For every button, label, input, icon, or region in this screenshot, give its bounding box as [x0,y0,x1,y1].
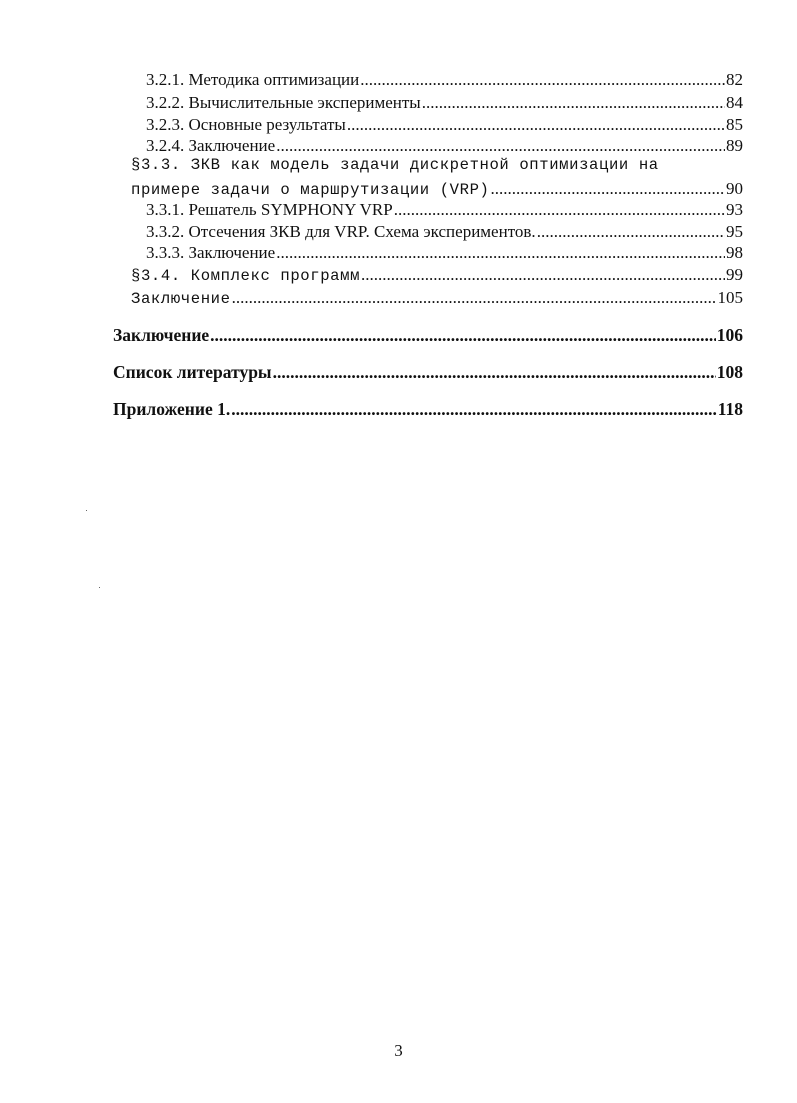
toc-entry-3-3-2[interactable] [146,222,743,242]
toc-leader-dots [231,399,716,420]
toc-entry-label: §3.4. Комплекс программ [131,267,361,285]
toc-leader-dots [210,325,716,346]
toc-leader-dots [276,136,725,156]
toc-entry-page: 93 [726,200,743,219]
toc-entry-label: §3.3. ЗКВ как модель задачи дискретной оптимизации на [131,156,659,174]
toc-entry-label: Список литературы [113,362,272,382]
toc-entry-label: 3.3.1. Решатель SYMPHONY VRP [146,200,393,219]
toc-entry-page: 106 [716,325,743,345]
toc-entry-3-3-3[interactable] [146,243,743,263]
toc-entry-page: 105 [717,288,743,307]
toc-entry-label: 3.2.4. Заключение [146,136,276,155]
toc-leader-dots [273,362,716,383]
toc-entry-label: Приложение 1. [113,399,231,419]
toc-entry-page: 98 [726,243,743,262]
toc-entry-3-2-2[interactable] [146,93,743,113]
toc-leader-dots [422,93,725,113]
toc-entry-label: Заключение [113,325,210,345]
toc-entry-page: 89 [726,136,743,155]
toc-entry-label: 3.2.3. Основные результаты [146,115,346,134]
toc-entry-3-2-4[interactable] [146,136,743,156]
toc-leader-dots [394,200,725,220]
toc-entry-page: 84 [726,93,743,112]
toc-entry-label: примере задачи о маршрутизации (VRP) [131,181,490,199]
toc-entry-page: 90 [726,179,743,198]
toc-leader-dots [360,70,725,90]
page-number: 3 [394,1041,403,1060]
toc-entry-appendix-1[interactable] [113,399,743,420]
scan-speck [86,510,87,511]
toc-entry-references[interactable] [113,362,743,383]
toc-entry-page: 108 [716,362,743,382]
toc-entry-3-4[interactable] [131,265,743,285]
toc-entry-3-3-line2[interactable] [131,179,743,199]
toc-entry-page: 82 [726,70,743,89]
toc-entry-page: 95 [726,222,743,241]
toc-entry-3-2-1[interactable] [146,70,743,90]
toc-entry-page: 85 [726,115,743,134]
toc-entry-label: 3.2.1. Методика оптимизации [146,70,360,89]
toc-leader-dots [232,288,717,308]
toc-entry-3-2-3[interactable] [146,115,743,135]
toc-entry-label: 3.3.2. Отсечения ЗКВ для VRP. Схема экспериментов. [146,222,536,241]
toc-entry-page: 99 [726,265,743,284]
toc-entry-label: 3.3.3. Заключение [146,243,276,262]
toc-entry-conclusion[interactable] [113,325,743,346]
toc-entry-page: 118 [717,399,743,419]
toc-leader-dots [276,243,725,263]
toc-leader-dots [347,115,725,135]
toc-leader-dots [537,222,725,242]
toc-leader-dots [361,265,725,285]
toc-entry-3-3-line1[interactable] [131,156,659,174]
toc-entry-chapter3-conclusion[interactable] [131,288,743,308]
toc-entry-3-3-1[interactable] [146,200,743,220]
scan-speck [99,587,100,588]
toc-leader-dots [490,179,725,199]
toc-entry-label: 3.2.2. Вычислительные эксперименты [146,93,421,112]
toc-entry-label: Заключение [131,290,231,308]
